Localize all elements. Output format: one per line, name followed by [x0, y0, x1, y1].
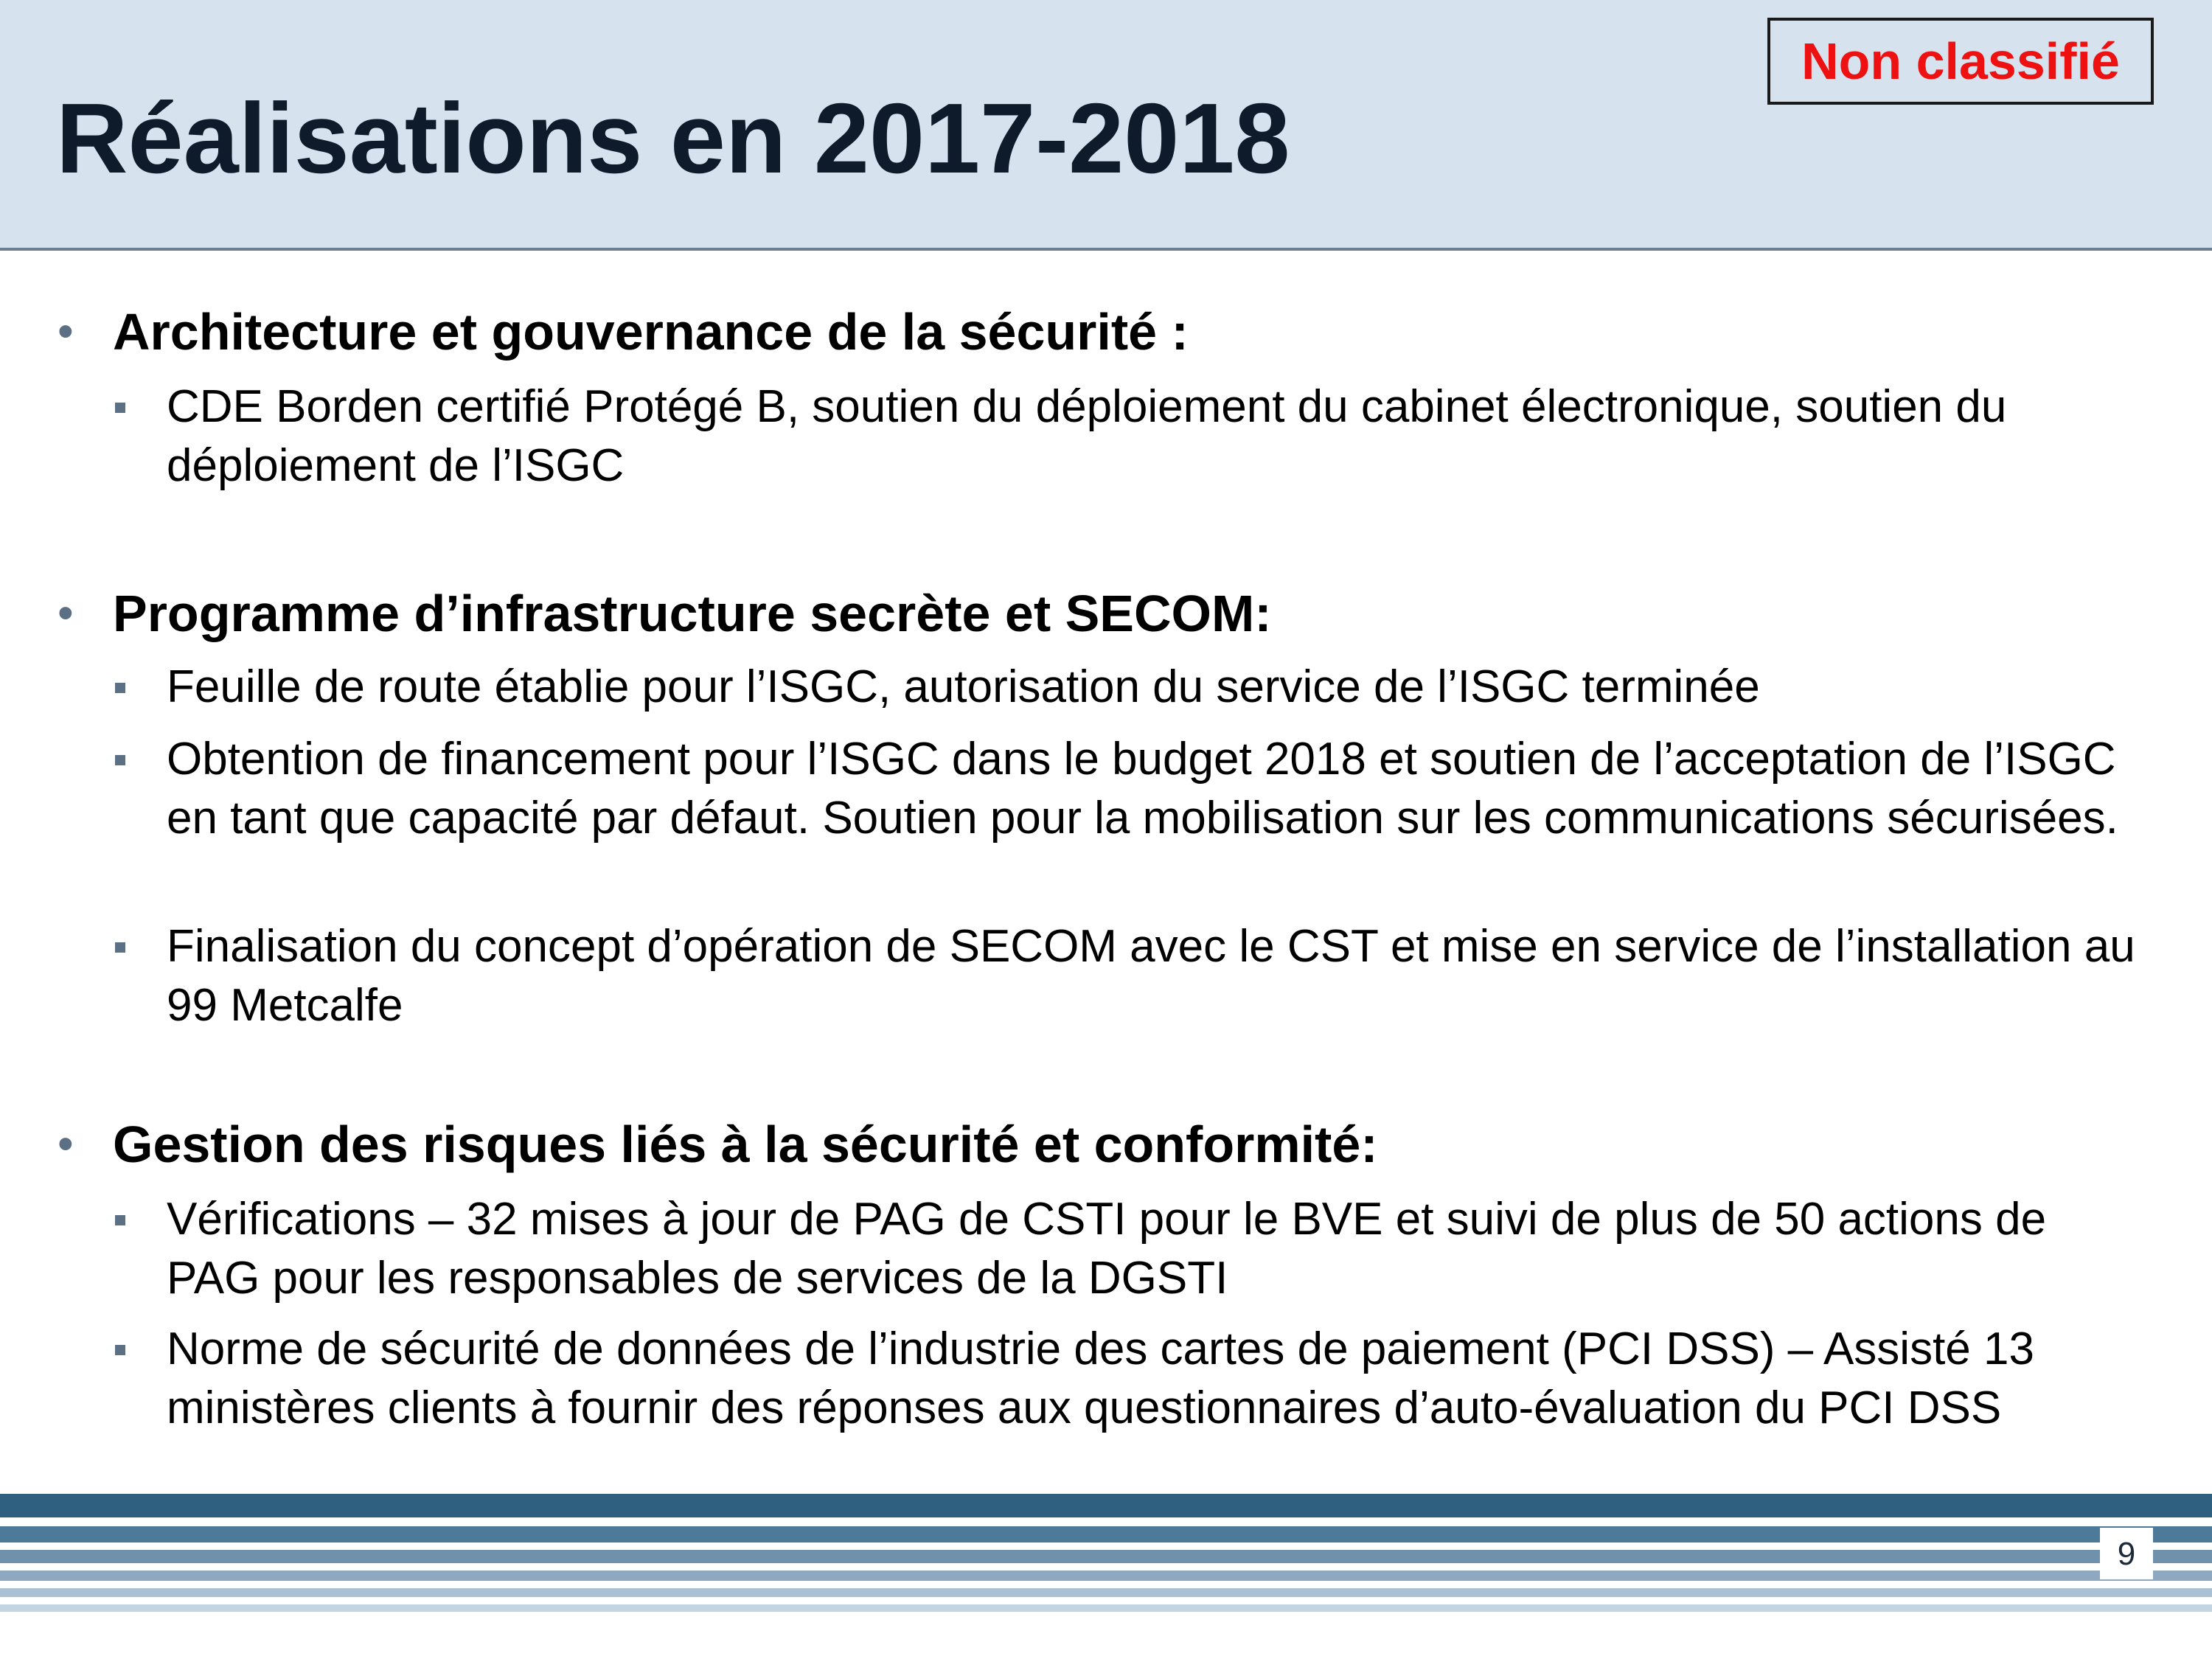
list-item-text: Finalisation du concept d’opération de SECOM avec le CST et mise en service de l’installation au 99 Metcalfe — [167, 921, 2135, 1031]
square-bullet-icon — [115, 755, 125, 765]
square-bullet-icon — [115, 942, 125, 953]
footer-bar — [0, 1494, 2212, 1517]
section-heading-label: Architecture et gouvernance de la sécurité : — [113, 303, 1189, 361]
bullet-dot-icon: • — [58, 306, 74, 357]
footer-bar — [0, 1571, 2212, 1581]
list-item-text: CDE Borden certifié Protégé B, soutien du déploiement du cabinet électronique, soutien du déploiement de l’ISGC — [167, 381, 2007, 491]
slide-header — [0, 0, 2212, 251]
square-bullet-icon — [115, 683, 125, 693]
square-bullet-icon — [115, 403, 125, 413]
section-heading-label: Gestion des risques liés à la sécurité et conformité: — [113, 1116, 1378, 1173]
classification-badge: Non classifié — [1767, 18, 2154, 105]
footer-bar — [0, 1604, 2212, 1612]
list-item-text: Feuille de route établie pour l’ISGC, autorisation du service de l’ISGC terminée — [167, 661, 1760, 712]
list-item-text: Vérifications – 32 mises à jour de PAG de CSTI pour le BVE et suivi de plus de 50 actions de PAG pour les responsables de services de la DGSTI — [167, 1194, 2047, 1304]
bullet-dot-icon: • — [58, 588, 74, 639]
footer-decoration — [0, 1494, 2212, 1659]
footer-bar — [0, 1550, 2212, 1563]
page-number: 9 — [2117, 1536, 2136, 1572]
square-bullet-icon — [115, 1345, 125, 1355]
bullet-dot-icon: • — [58, 1119, 74, 1169]
section-heading-label: Programme d’infrastructure secrète et SECOM: — [113, 585, 1272, 642]
slide-title: Réalisations en 2017-2018 — [56, 83, 1290, 194]
square-bullet-icon — [115, 1215, 125, 1225]
list-item-text: Norme de sécurité de données de l’industrie des cartes de paiement (PCI DSS) – Assisté 13 ministères clients à fournir des réponses aux questionnaires d’auto-évaluation du PCI DSS — [167, 1324, 2034, 1433]
footer-bar — [0, 1588, 2212, 1597]
list-item-text: Obtention de financement pour l’ISGC dans le budget 2018 et soutien de l’acceptation de l’ISGC en tant que capacité par défaut. Soutien pour la mobilisation sur les communications sécurisées. — [167, 734, 2118, 844]
footer-bar — [0, 1526, 2212, 1543]
